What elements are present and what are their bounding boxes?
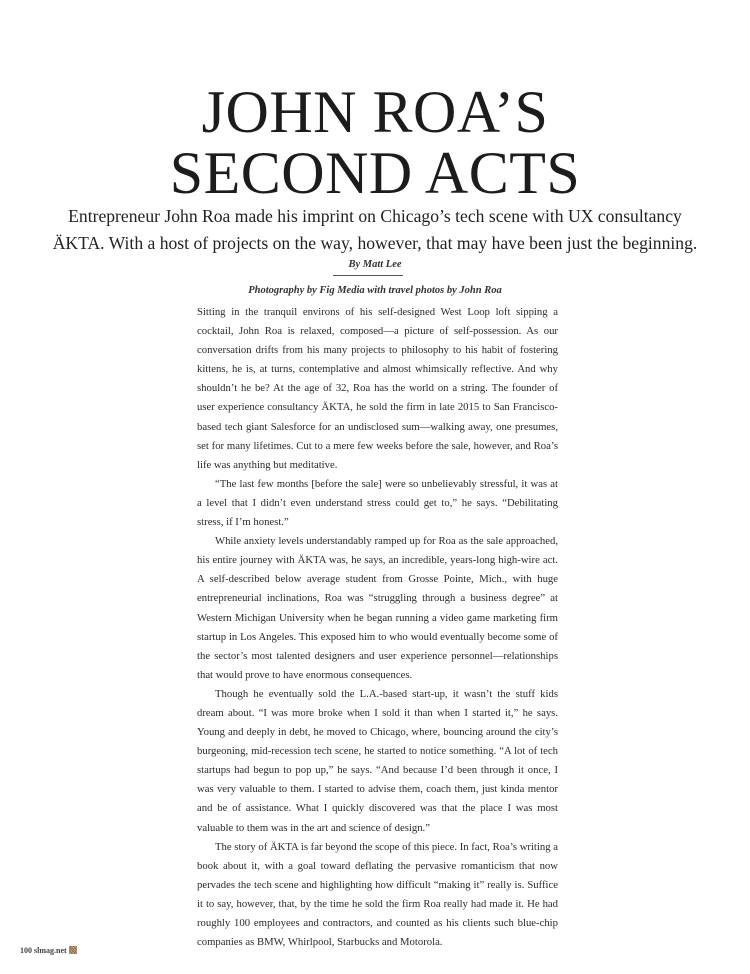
body-paragraph-3: While anxiety levels understandably ramped up for Roa as the sale approached, his entire journey with ÄKTA was, he says, an incredible, years-long high-wire act. A self-described below average student from Grosse Pointe, Mich., with huge entrepreneurial inclinations, Roa was “struggling through a business degree” at Western Michigan University when he began running a video game marketing firm startup in Los Angeles. This exposed him to who would eventually become some of the sector’s most talented designers and user experience personnel—relationships that would prove to have enormous consequences. [197, 535, 558, 681]
byline: By Matt Lee [348, 259, 402, 270]
byline-rule [333, 275, 403, 276]
page-folio [20, 946, 77, 956]
deck-subheading: Entrepreneur John Roa made his imprint on Chicago’s tech scene with UX consultancy ÄKTA. With a host of projects on the way, however, that may have been just the beginning. [52, 206, 698, 253]
body-paragraph-5: The story of ÄKTA is far beyond the scope of this piece. In fact, Roa’s writing a book about it, with a goal toward deflating the pervasive romanticism that now pervades the tech scene and highlighting how difficult “making it” really is. Suffice it to say, however, that, by the time he sold the firm Roa really had made it. He had roughly 100 employees and contractors, and counted as his clients such blue-chip companies as BMW, Whirlpool, Starbucks and Motorola. [197, 840, 558, 949]
photo-credit: Photography by Fig Media with travel photos by John Roa [248, 285, 502, 296]
article-body [197, 303, 558, 952]
folio-logo-icon [69, 946, 77, 954]
body-paragraph-2: “The last few months [before the sale] were so unbelievably stressful, it was at a level that I didn’t even understand stress could get to,” he says. “Debilitating stress, if I’m honest.” [197, 477, 558, 529]
body-paragraph-1: Sitting in the tranquil environs of his self-designed West Loop loft sipping a cocktail, John Roa is relaxed, composed—a picture of self-possession. As our conversation drifts from his many projects to philosophy to his habit of fostering kittens, he is, at turns, contemplative and almost whimsically reflective. And why shouldn’t he be? At the age of 32, Roa has the world on a string. The founder of user experience consultancy ÄKTA, he sold the firm in late 2015 to San Francisco-based tech giant Salesforce for an undisclosed sum—walking away, one presumes, set for many lifetimes. Cut to a mere few weeks before the sale, however, and Roa’s life was anything but meditative. [197, 306, 558, 471]
body-paragraph-4: Though he eventually sold the L.A.-based start-up, it wasn’t the stuff kids dream about. “I was more broke when I sold it than when I started it,” he says. Young and deeply in debt, he moved to Chicago, where, bouncing around the city’s burgeoning, mid-recession tech scene, he started to notice something. “A lot of tech startups had begun to pop up,” he says. “And because I’d been through it once, I was very valuable to them. I started to advise them, coach them, just kinda mentor and be of assistance. What I quickly discovered was that the place I was most valuable to them was in the art and science of design.” [197, 687, 558, 834]
headline-line-2: SECOND ACTS [169, 140, 581, 206]
headline-line-1: JOHN ROA’S [201, 79, 549, 145]
folio-text: 100 slmag.net [20, 946, 67, 955]
